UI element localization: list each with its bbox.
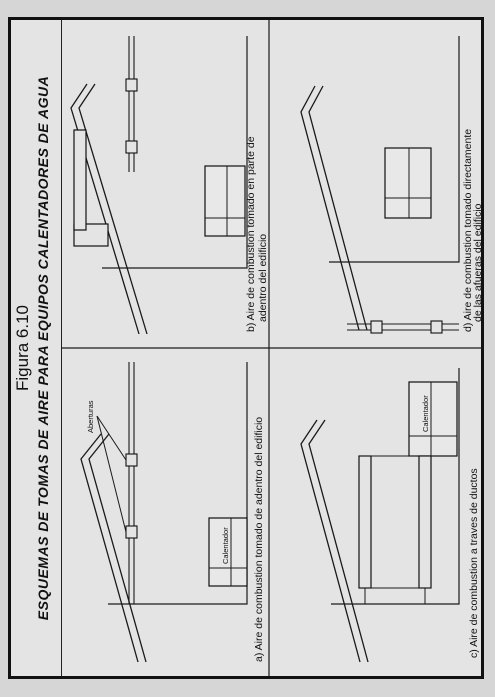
caption-a: a) Aire de combustion tomado de adentro del edificio [253, 416, 265, 662]
openings-label: Aberturas [86, 400, 95, 433]
heater-label-c: Calentador [421, 395, 430, 432]
figure-number: Figura 6.10 [13, 305, 32, 391]
heater-label-a: Calentador [221, 527, 230, 564]
panel-b [71, 36, 269, 334]
heater-a [209, 518, 247, 586]
heater-d [385, 148, 431, 218]
caption-d-line1: d) Aire de combustion tomado directamente [462, 128, 474, 332]
caption-d-line2: de las afueras del edificio [472, 203, 484, 322]
figure-title: ESQUEMAS DE TOMAS DE AIRE PARA EQUIPOS CALENTADORES DE AGUA [35, 75, 51, 621]
roof-line-c [301, 420, 360, 662]
openings-d [347, 321, 459, 333]
panel-c [301, 368, 480, 662]
caption-b-line2: adentro del edificio [257, 233, 269, 322]
heater-b [205, 166, 245, 236]
figure-frame [8, 17, 484, 679]
openings-a [126, 362, 137, 604]
caption-c: c) Aire de combustion a traves de ductos [468, 468, 480, 658]
diagram-canvas [11, 20, 484, 676]
ducts-c [359, 456, 431, 604]
heater-c [409, 382, 457, 456]
roof-line-d [301, 86, 359, 330]
openings-b [126, 36, 137, 172]
panel-d [301, 36, 484, 333]
panel-a [81, 362, 265, 662]
caption-b-line1: b) Aire de combustion tomado en parte de [245, 136, 257, 332]
